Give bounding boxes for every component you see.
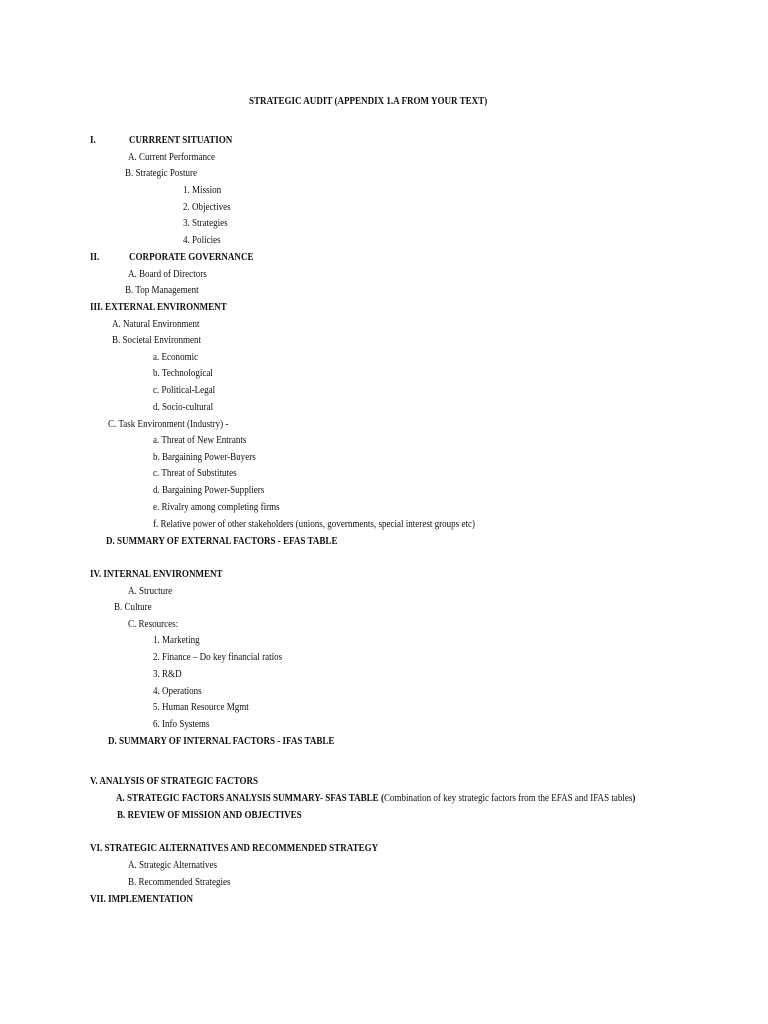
section-6-item-a: A. Strategic Alternatives	[128, 860, 218, 871]
section-4-item-d: D. SUMMARY OF INTERNAL FACTORS - IFAS TABLE	[108, 736, 335, 747]
section-3-c-subitem: d. Bargaining Power-Suppliers	[153, 485, 265, 496]
section-3-c-subitem: c. Threat of Substitutes	[153, 468, 237, 479]
section-3-item-c: C. Task Environment (Industry) -	[108, 419, 229, 430]
section-3-c-subitem: e. Rivalry among completing firms	[153, 502, 280, 513]
section-5-item-a-note: Combination of key strategic factors from the EFAS and IFAS tables	[383, 793, 633, 804]
section-4-heading: IV. INTERNAL ENVIRONMENT	[90, 569, 223, 580]
section-4-c-subitem: 4. Operations	[153, 686, 202, 697]
section-5-item-a-bold: A. STRATEGIC FACTORS ANALYSIS SUMMARY- SFAS TABLE (	[116, 793, 384, 804]
section-5-item-b: B. REVIEW OF MISSION AND OBJECTIVES	[117, 810, 302, 821]
section-3-c-subitem: b. Bargaining Power-Buyers	[153, 452, 256, 463]
section-2-numeral: II.	[90, 252, 100, 263]
section-3-c-subitem: f. Relative power of other stakeholders (unions, governments, special interest groups etc)	[153, 519, 475, 530]
section-5-heading: V. ANALYSIS OF STRATEGIC FACTORS	[90, 776, 259, 787]
page-title: STRATEGIC AUDIT (APPENDIX 1.A FROM YOUR TEXT)	[249, 96, 488, 107]
section-1-heading: CURRRENT SITUATION	[129, 135, 233, 146]
section-4-c-subitem: 6. Info Systems	[153, 719, 210, 730]
section-7-heading: VII. IMPLEMENTATION	[90, 894, 194, 905]
section-3-item-d: D. SUMMARY OF EXTERNAL FACTORS - EFAS TABLE	[106, 536, 338, 547]
section-4-c-subitem: 2. Finance – Do key financial ratios	[153, 652, 283, 663]
section-4-c-subitem: 3. R&D	[153, 669, 182, 680]
section-3-b-subitem: b. Technological	[153, 368, 213, 379]
section-1-subitem: 3. Strategies	[183, 218, 228, 229]
section-6-heading: VI. STRATEGIC ALTERNATIVES AND RECOMMENDED STRATEGY	[90, 843, 379, 854]
section-1-subitem: 2. Objectives	[183, 202, 231, 213]
section-3-item-b: B. Societal Environment	[112, 335, 202, 346]
section-4-c-subitem: 1. Marketing	[153, 635, 200, 646]
section-2-heading: CORPORATE GOVERNANCE	[129, 252, 254, 263]
section-3-b-subitem: c. Political-Legal	[153, 385, 216, 396]
section-3-b-subitem: d. Socio-cultural	[153, 402, 214, 413]
section-4-item-b: B. Culture	[114, 602, 152, 613]
section-3-item-a: A. Natural Environment	[112, 319, 200, 330]
section-6-item-b: B. Recommended Strategies	[128, 877, 231, 888]
section-2-item-a: A. Board of Directors	[128, 269, 207, 280]
section-4-item-c: C. Resources:	[128, 619, 179, 630]
section-1-subitem: 4. Policies	[183, 235, 221, 246]
section-4-item-a: A. Structure	[128, 586, 173, 597]
section-3-c-subitem: a. Threat of New Entrants	[153, 435, 247, 446]
section-4-c-subitem: 5. Human Resource Mgmt	[153, 702, 249, 713]
section-5-item-a-close: )	[632, 793, 636, 804]
section-1-item-b: B. Strategic Posture	[125, 168, 197, 179]
section-2-item-b: B. Top Management	[125, 285, 199, 296]
section-3-b-subitem: a. Economic	[153, 352, 199, 363]
section-3-heading: III. EXTERNAL ENVIRONMENT	[90, 302, 227, 313]
section-5-item-a	[116, 792, 635, 805]
section-1-numeral: I.	[90, 135, 96, 146]
section-1-item-a: A. Current Performance	[128, 152, 216, 163]
section-1-subitem: 1. Mission	[183, 185, 222, 196]
